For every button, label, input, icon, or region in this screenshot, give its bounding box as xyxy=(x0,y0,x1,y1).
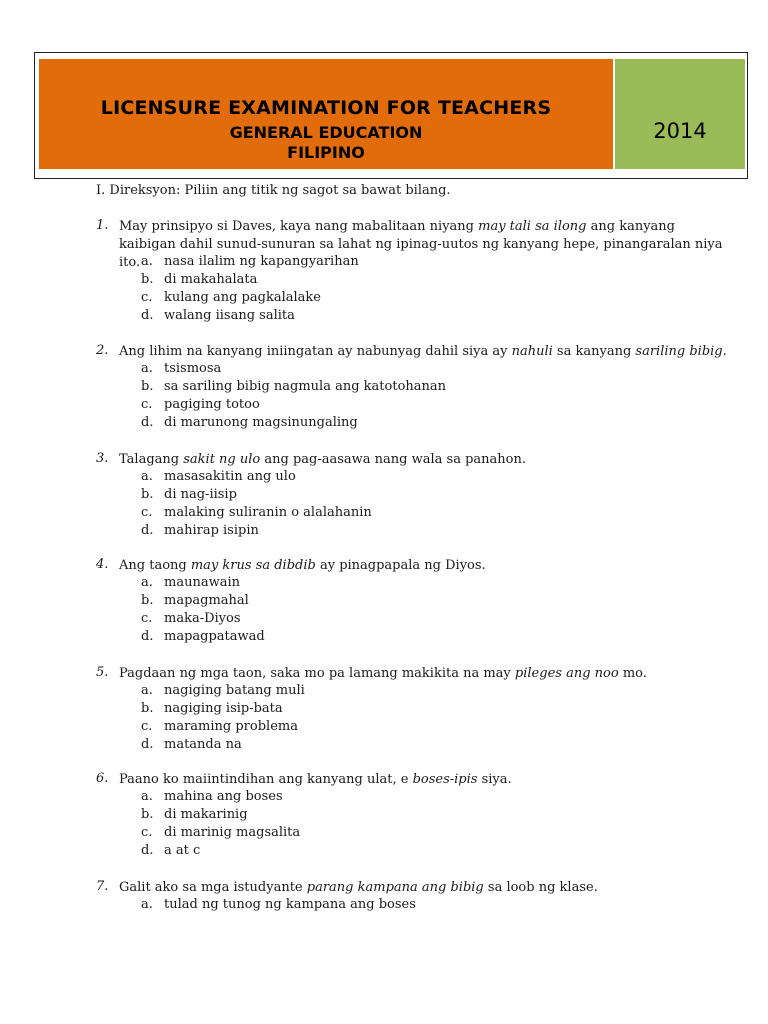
option-text: maka-Diyos xyxy=(164,611,241,626)
title-panel xyxy=(39,59,613,169)
directions: I. Direksyon: Piliin ang titik ng sagot sa bawat bilang. xyxy=(96,183,451,198)
option-letter: b. xyxy=(141,487,154,502)
option-letter: a. xyxy=(141,683,153,698)
option-text: matanda na xyxy=(164,737,242,752)
option-text: masasakitin ang ulo xyxy=(164,469,296,484)
exam-title: LICENSURE EXAMINATION FOR TEACHERS xyxy=(100,97,552,119)
question-number: 3. xyxy=(96,451,109,466)
option-letter: b. xyxy=(141,379,154,394)
idiom-phrase: nahuli xyxy=(511,344,553,359)
option-letter: b. xyxy=(141,272,154,287)
option-letter: c. xyxy=(141,719,153,734)
question-stem: Paano ko maiintindihan ang kanyang ulat, e boses-ipis siya. xyxy=(119,772,512,787)
option-letter: d. xyxy=(141,629,154,644)
option-letter: d. xyxy=(141,523,154,538)
option-letter: c. xyxy=(141,397,153,412)
question-number: 5. xyxy=(96,665,109,680)
option-text: sa sariling bibig nagmula ang katotohanan xyxy=(164,379,447,394)
exam-subsubject: FILIPINO xyxy=(287,143,365,162)
option-text: di makahalata xyxy=(164,272,258,287)
option-text: di nag-iisip xyxy=(164,487,237,502)
question-stem: Galit ako sa mga istudyante parang kampana ang bibig sa loob ng klase. xyxy=(119,880,598,895)
option-letter: d. xyxy=(141,415,154,430)
option-letter: a. xyxy=(141,575,153,590)
option-letter: d. xyxy=(141,308,154,323)
option-text: maunawain xyxy=(164,575,240,590)
option-letter: a. xyxy=(141,254,153,269)
exam-year: 2014 xyxy=(653,119,707,143)
option-text: mapagmahal xyxy=(164,593,249,608)
idiom-phrase: sakit ng ulo xyxy=(183,452,261,467)
option-text: malaking suliranin o alalahanin xyxy=(164,505,372,520)
option-text: mahirap isipin xyxy=(164,523,259,538)
option-letter: c. xyxy=(141,825,153,840)
option-letter: d. xyxy=(141,737,154,752)
option-text: di marinig magsalita xyxy=(164,825,301,840)
idiom-phrase: may tali sa ilong xyxy=(478,219,587,234)
idiom-phrase: boses-ipis xyxy=(412,772,478,787)
exam-subject: GENERAL EDUCATION xyxy=(229,123,423,142)
option-letter: d. xyxy=(141,843,154,858)
option-text: tsismosa xyxy=(164,361,222,376)
question-number: 1. xyxy=(96,218,109,233)
option-letter: c. xyxy=(141,505,153,520)
option-letter: b. xyxy=(141,807,154,822)
question-number: 4. xyxy=(96,557,109,572)
option-text: pagiging totoo xyxy=(164,397,260,412)
option-letter: a. xyxy=(141,469,153,484)
option-text: maraming problema xyxy=(164,719,298,734)
option-text: nasa ilalim ng kapangyarihan xyxy=(164,254,359,269)
option-text: nagiging batang muli xyxy=(164,683,305,698)
option-letter: c. xyxy=(141,290,153,305)
question-stem: Ang taong may krus sa dibdib ay pinagpapala ng Diyos. xyxy=(119,558,486,573)
question-stem: Ang lihim na kanyang iniingatan ay nabunyag dahil siya ay nahuli sa kanyang sariling bibig. xyxy=(119,344,727,359)
year-panel xyxy=(615,59,745,169)
question-stem: Pagdaan ng mga taon, saka mo pa lamang makikita na may pileges ang noo mo. xyxy=(119,666,647,681)
option-text: mapagpatawad xyxy=(164,629,265,644)
idiom-phrase: pileges ang noo xyxy=(514,666,619,681)
question-stem: Talagang sakit ng ulo ang pag-aasawa nang wala sa panahon. xyxy=(119,452,526,467)
question-number: 2. xyxy=(96,343,109,358)
idiom-phrase: parang kampana ang bibig xyxy=(306,880,484,895)
option-text: tulad ng tunog ng kampana ang boses xyxy=(164,897,416,912)
option-letter: a. xyxy=(141,361,153,376)
question-stem: May prinsipyo si Daves, kaya nang mabalitaan niyang may tali sa ilong ang kanyang kaibigan dahil sunud-sunuran sa lahat ng ipinag-uutos ng kanyang hepe, pinangaralan niya ito. xyxy=(119,219,723,270)
option-text: kulang ang pagkalalake xyxy=(164,290,321,305)
option-text: nagiging isip-bata xyxy=(164,701,283,716)
idiom-phrase: sariling bibig xyxy=(635,344,723,359)
idiom-phrase: may krus sa dibdib xyxy=(190,558,316,573)
option-letter: a. xyxy=(141,789,153,804)
option-letter: b. xyxy=(141,701,154,716)
question-number: 6. xyxy=(96,771,109,786)
question-number: 7. xyxy=(96,879,109,894)
option-text: a at c xyxy=(164,843,201,858)
option-text: walang iisang salita xyxy=(164,308,295,323)
option-text: di makarinig xyxy=(164,807,248,822)
exam-header xyxy=(34,52,748,179)
option-text: mahina ang boses xyxy=(164,789,283,804)
option-letter: a. xyxy=(141,897,153,912)
option-letter: b. xyxy=(141,593,154,608)
option-letter: c. xyxy=(141,611,153,626)
option-text: di marunong magsinungaling xyxy=(164,415,358,430)
